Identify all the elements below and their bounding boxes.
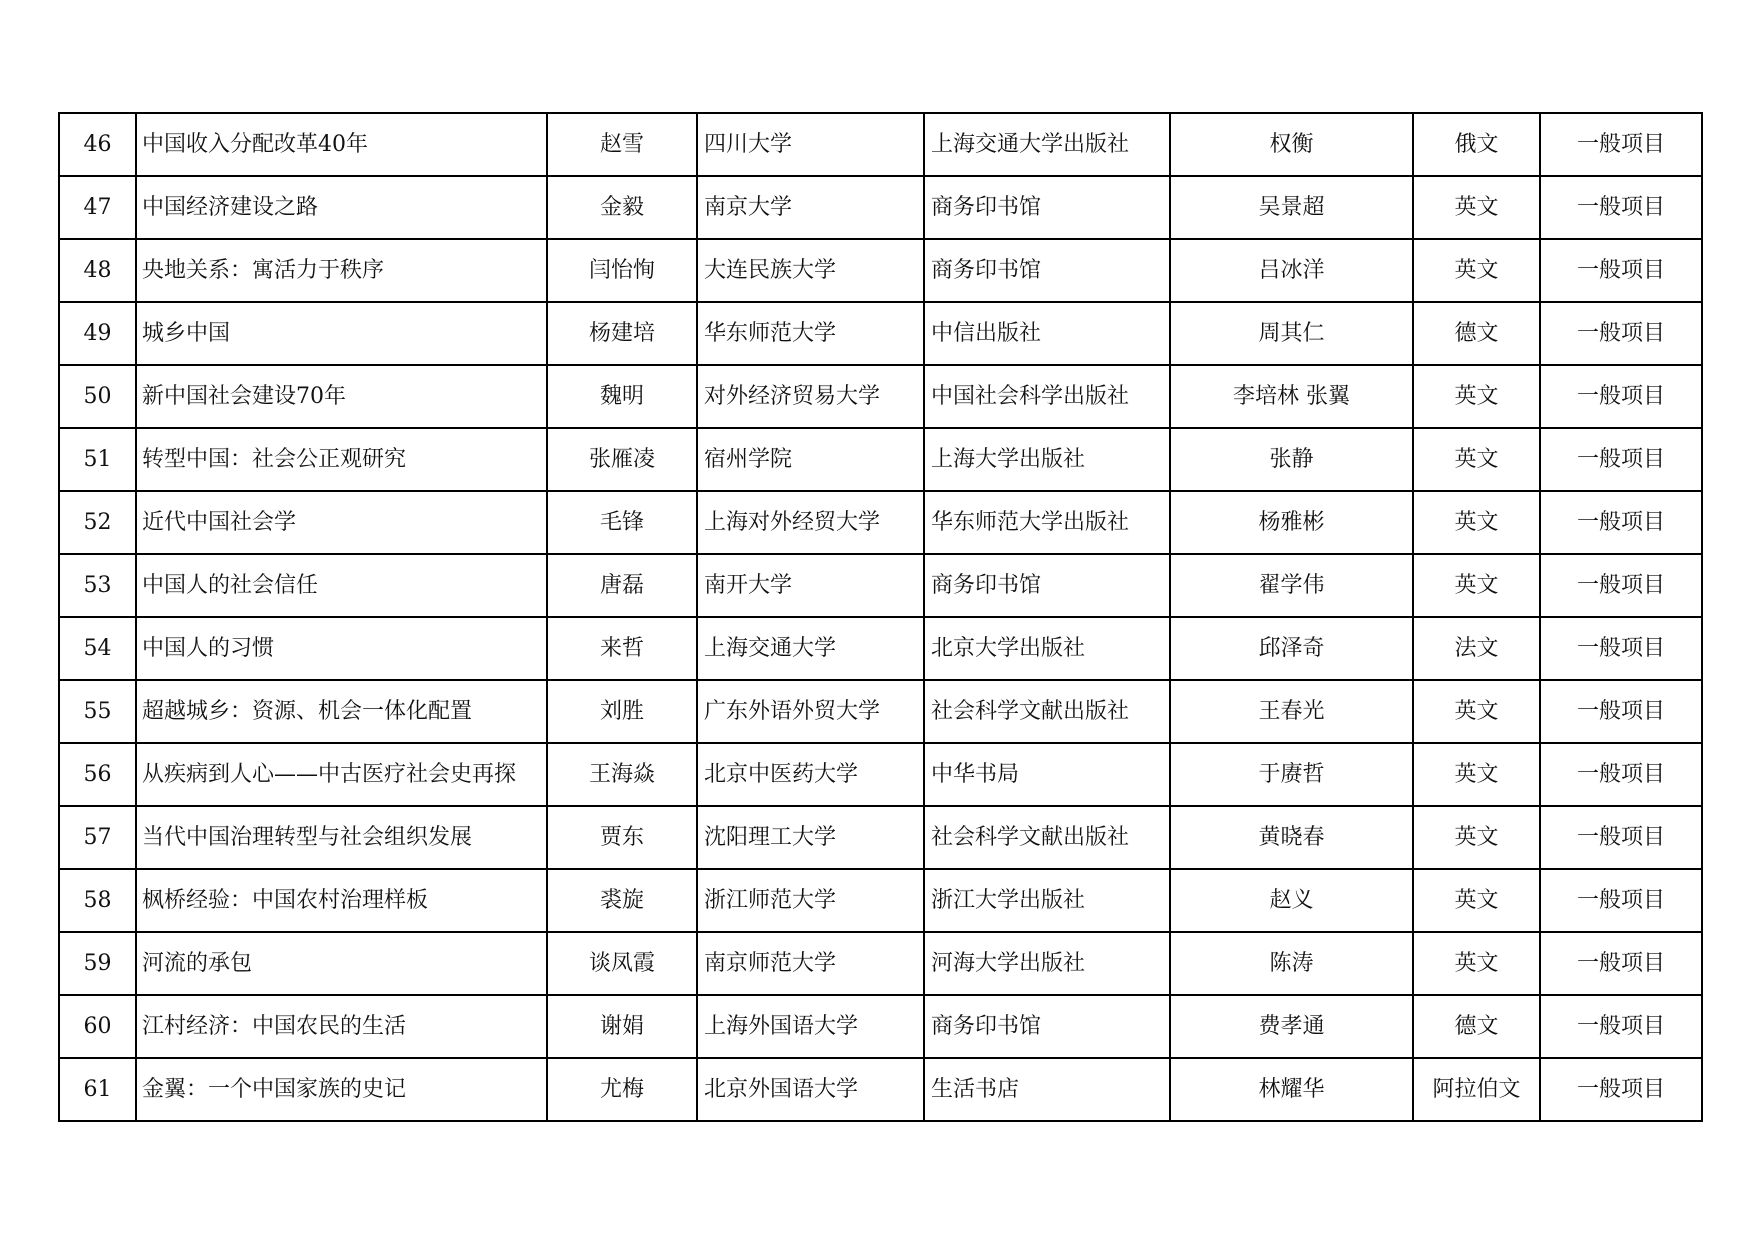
applicant-cell: 毛锋: [547, 491, 697, 554]
row-number-cell: 51: [59, 428, 136, 491]
project-category-cell: 一般项目: [1540, 554, 1702, 617]
row-number-cell: 55: [59, 680, 136, 743]
book-title-cell: 转型中国：社会公正观研究: [136, 428, 547, 491]
project-category-cell: 一般项目: [1540, 302, 1702, 365]
row-number-cell: 52: [59, 491, 136, 554]
project-category-cell: 一般项目: [1540, 869, 1702, 932]
institution-cell: 华东师范大学: [697, 302, 924, 365]
institution-cell: 上海外国语大学: [697, 995, 924, 1058]
language-cell: 俄文: [1413, 113, 1540, 176]
institution-cell: 大连民族大学: [697, 239, 924, 302]
original-author-cell: 吴景超: [1170, 176, 1413, 239]
row-number-cell: 58: [59, 869, 136, 932]
language-cell: 阿拉伯文: [1413, 1058, 1540, 1121]
institution-cell: 沈阳理工大学: [697, 806, 924, 869]
publisher-cell: 河海大学出版社: [924, 932, 1170, 995]
language-cell: 英文: [1413, 806, 1540, 869]
table-row: [59, 869, 1702, 932]
original-author-cell: 费孝通: [1170, 995, 1413, 1058]
publisher-cell: 浙江大学出版社: [924, 869, 1170, 932]
table-row: [59, 113, 1702, 176]
applicant-cell: 谢娟: [547, 995, 697, 1058]
book-title-cell: 江村经济：中国农民的生活: [136, 995, 547, 1058]
row-number-cell: 56: [59, 743, 136, 806]
original-author-cell: 李培林 张翼: [1170, 365, 1413, 428]
book-title-cell: 新中国社会建设70年: [136, 365, 547, 428]
table-row: [59, 302, 1702, 365]
applicant-cell: 贾东: [547, 806, 697, 869]
book-title-cell: 枫桥经验：中国农村治理样板: [136, 869, 547, 932]
table-row: [59, 491, 1702, 554]
publisher-cell: 上海交通大学出版社: [924, 113, 1170, 176]
project-category-cell: 一般项目: [1540, 617, 1702, 680]
language-cell: 法文: [1413, 617, 1540, 680]
book-title-cell: 从疾病到人心——中古医疗社会史再探: [136, 743, 547, 806]
project-category-cell: 一般项目: [1540, 743, 1702, 806]
project-category-cell: 一般项目: [1540, 113, 1702, 176]
project-list-table: [58, 112, 1703, 1122]
table-body: [59, 113, 1702, 1121]
publisher-cell: 中信出版社: [924, 302, 1170, 365]
table-row: [59, 239, 1702, 302]
row-number-cell: 60: [59, 995, 136, 1058]
project-category-cell: 一般项目: [1540, 239, 1702, 302]
publisher-cell: 商务印书馆: [924, 995, 1170, 1058]
institution-cell: 宿州学院: [697, 428, 924, 491]
language-cell: 英文: [1413, 869, 1540, 932]
table-row: [59, 932, 1702, 995]
project-category-cell: 一般项目: [1540, 176, 1702, 239]
publisher-cell: 商务印书馆: [924, 176, 1170, 239]
institution-cell: 北京外国语大学: [697, 1058, 924, 1121]
book-title-cell: 城乡中国: [136, 302, 547, 365]
row-number-cell: 48: [59, 239, 136, 302]
publisher-cell: 社会科学文献出版社: [924, 680, 1170, 743]
publisher-cell: 中国社会科学出版社: [924, 365, 1170, 428]
original-author-cell: 杨雅彬: [1170, 491, 1413, 554]
institution-cell: 南京大学: [697, 176, 924, 239]
book-title-cell: 中国收入分配改革40年: [136, 113, 547, 176]
applicant-cell: 金毅: [547, 176, 697, 239]
table-row: [59, 365, 1702, 428]
row-number-cell: 61: [59, 1058, 136, 1121]
original-author-cell: 于赓哲: [1170, 743, 1413, 806]
book-title-cell: 中国人的习惯: [136, 617, 547, 680]
language-cell: 英文: [1413, 239, 1540, 302]
language-cell: 英文: [1413, 176, 1540, 239]
institution-cell: 上海交通大学: [697, 617, 924, 680]
applicant-cell: 刘胜: [547, 680, 697, 743]
project-category-cell: 一般项目: [1540, 1058, 1702, 1121]
table-row: [59, 995, 1702, 1058]
table-row: [59, 680, 1702, 743]
institution-cell: 南开大学: [697, 554, 924, 617]
row-number-cell: 46: [59, 113, 136, 176]
project-category-cell: 一般项目: [1540, 428, 1702, 491]
row-number-cell: 59: [59, 932, 136, 995]
publisher-cell: 华东师范大学出版社: [924, 491, 1170, 554]
publisher-cell: 北京大学出版社: [924, 617, 1170, 680]
book-title-cell: 中国人的社会信任: [136, 554, 547, 617]
institution-cell: 广东外语外贸大学: [697, 680, 924, 743]
language-cell: 英文: [1413, 365, 1540, 428]
language-cell: 德文: [1413, 995, 1540, 1058]
applicant-cell: 闫怡恂: [547, 239, 697, 302]
row-number-cell: 50: [59, 365, 136, 428]
book-title-cell: 金翼：一个中国家族的史记: [136, 1058, 547, 1121]
original-author-cell: 黄晓春: [1170, 806, 1413, 869]
original-author-cell: 王春光: [1170, 680, 1413, 743]
book-title-cell: 近代中国社会学: [136, 491, 547, 554]
book-title-cell: 中国经济建设之路: [136, 176, 547, 239]
language-cell: 英文: [1413, 491, 1540, 554]
project-category-cell: 一般项目: [1540, 365, 1702, 428]
language-cell: 英文: [1413, 554, 1540, 617]
applicant-cell: 赵雪: [547, 113, 697, 176]
row-number-cell: 57: [59, 806, 136, 869]
table-row: [59, 617, 1702, 680]
book-title-cell: 当代中国治理转型与社会组织发展: [136, 806, 547, 869]
table-row: [59, 743, 1702, 806]
institution-cell: 浙江师范大学: [697, 869, 924, 932]
applicant-cell: 张雁凌: [547, 428, 697, 491]
language-cell: 德文: [1413, 302, 1540, 365]
original-author-cell: 赵义: [1170, 869, 1413, 932]
original-author-cell: 翟学伟: [1170, 554, 1413, 617]
applicant-cell: 杨建培: [547, 302, 697, 365]
applicant-cell: 唐磊: [547, 554, 697, 617]
original-author-cell: 周其仁: [1170, 302, 1413, 365]
institution-cell: 对外经济贸易大学: [697, 365, 924, 428]
publisher-cell: 商务印书馆: [924, 239, 1170, 302]
book-title-cell: 央地关系：寓活力于秩序: [136, 239, 547, 302]
institution-cell: 北京中医药大学: [697, 743, 924, 806]
language-cell: 英文: [1413, 932, 1540, 995]
publisher-cell: 商务印书馆: [924, 554, 1170, 617]
book-title-cell: 超越城乡：资源、机会一体化配置: [136, 680, 547, 743]
language-cell: 英文: [1413, 743, 1540, 806]
publisher-cell: 中华书局: [924, 743, 1170, 806]
original-author-cell: 张静: [1170, 428, 1413, 491]
table-row: [59, 176, 1702, 239]
original-author-cell: 吕冰洋: [1170, 239, 1413, 302]
table-row: [59, 428, 1702, 491]
publisher-cell: 生活书店: [924, 1058, 1170, 1121]
institution-cell: 上海对外经贸大学: [697, 491, 924, 554]
row-number-cell: 54: [59, 617, 136, 680]
institution-cell: 四川大学: [697, 113, 924, 176]
institution-cell: 南京师范大学: [697, 932, 924, 995]
applicant-cell: 谈凤霞: [547, 932, 697, 995]
row-number-cell: 53: [59, 554, 136, 617]
original-author-cell: 邱泽奇: [1170, 617, 1413, 680]
applicant-cell: 裘旋: [547, 869, 697, 932]
book-title-cell: 河流的承包: [136, 932, 547, 995]
language-cell: 英文: [1413, 428, 1540, 491]
row-number-cell: 47: [59, 176, 136, 239]
table-row: [59, 1058, 1702, 1121]
applicant-cell: 尤梅: [547, 1058, 697, 1121]
applicant-cell: 来哲: [547, 617, 697, 680]
row-number-cell: 49: [59, 302, 136, 365]
applicant-cell: 王海焱: [547, 743, 697, 806]
original-author-cell: 权衡: [1170, 113, 1413, 176]
applicant-cell: 魏明: [547, 365, 697, 428]
publisher-cell: 社会科学文献出版社: [924, 806, 1170, 869]
project-category-cell: 一般项目: [1540, 680, 1702, 743]
language-cell: 英文: [1413, 680, 1540, 743]
project-category-cell: 一般项目: [1540, 932, 1702, 995]
original-author-cell: 陈涛: [1170, 932, 1413, 995]
publisher-cell: 上海大学出版社: [924, 428, 1170, 491]
project-category-cell: 一般项目: [1540, 806, 1702, 869]
table-row: [59, 806, 1702, 869]
table-row: [59, 554, 1702, 617]
project-category-cell: 一般项目: [1540, 995, 1702, 1058]
original-author-cell: 林耀华: [1170, 1058, 1413, 1121]
project-category-cell: 一般项目: [1540, 491, 1702, 554]
